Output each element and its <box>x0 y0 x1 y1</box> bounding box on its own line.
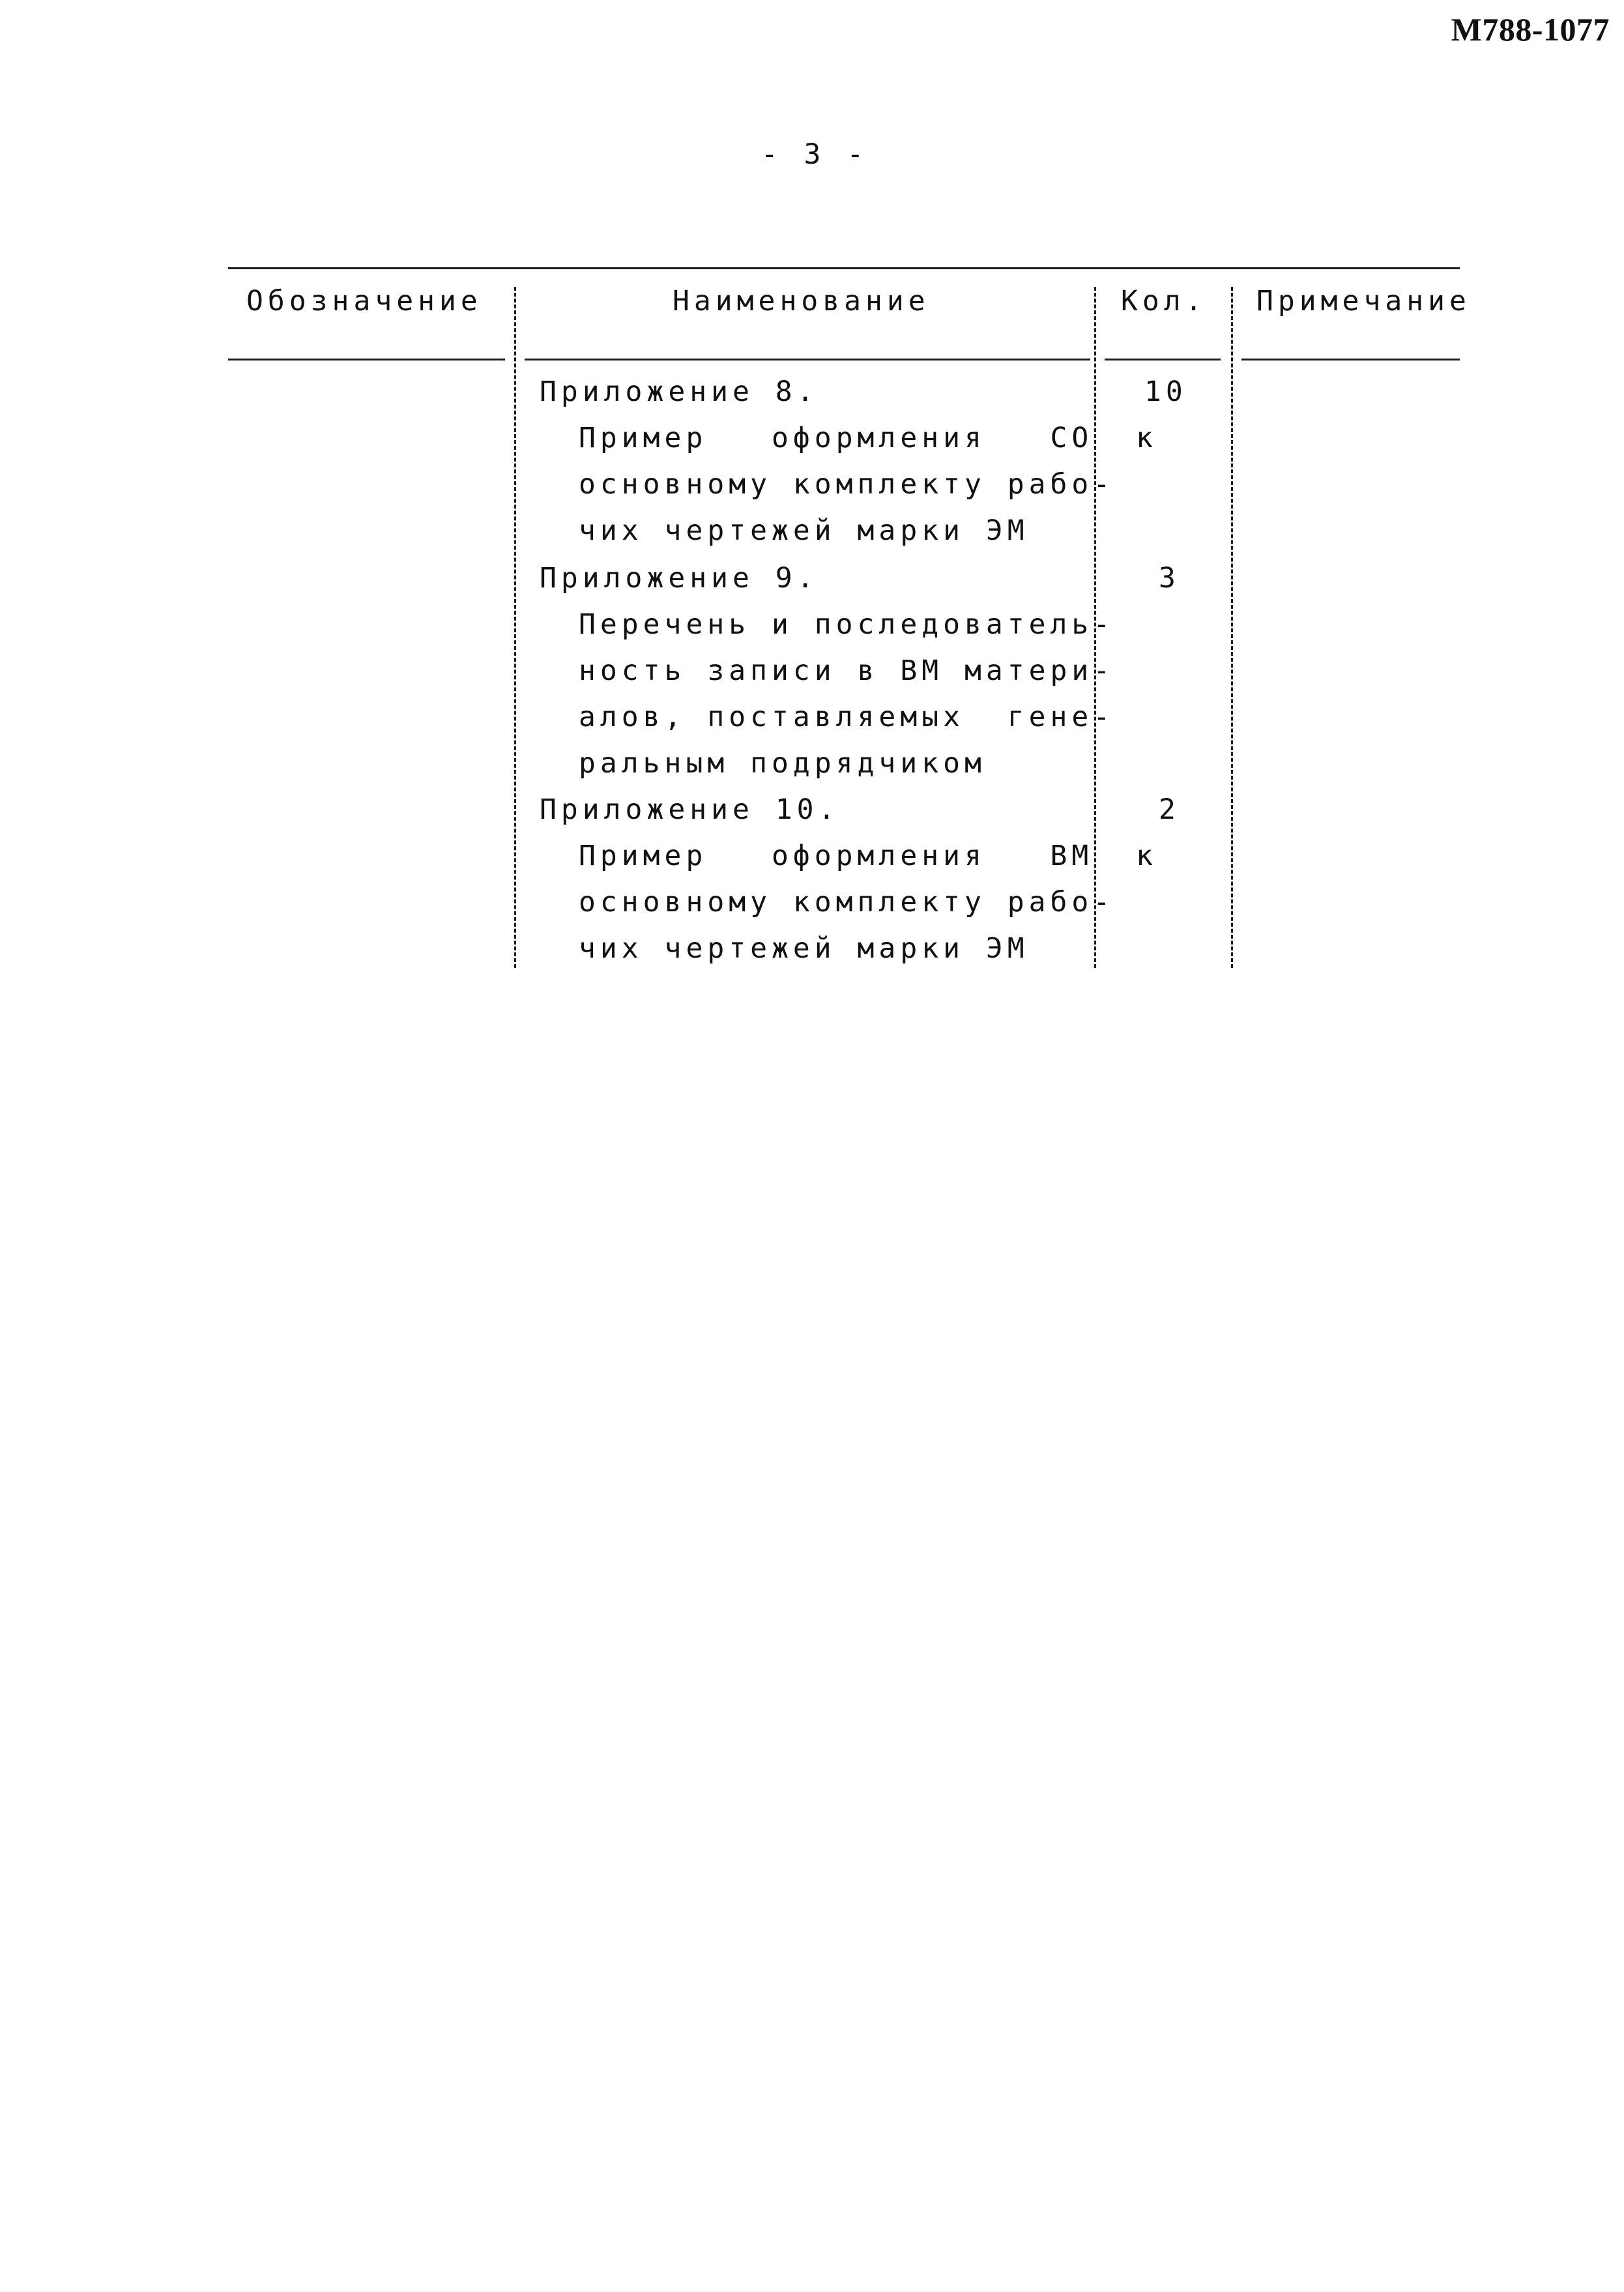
appendix-10-line: основному комплекту рабо- <box>579 886 1115 918</box>
column-separator-1 <box>514 287 516 968</box>
appendix-9-line: Перечень и последователь- <box>579 608 1115 641</box>
appendix-9-title: Приложение 9. <box>540 562 819 595</box>
appendix-10-title: Приложение 10. <box>540 793 840 826</box>
header-name: Наименование <box>673 285 930 317</box>
header-note: Примечание <box>1256 285 1471 317</box>
appendix-8-line: чих чертежей марки ЭМ <box>579 514 1029 547</box>
appendix-8-line: Пример оформления СО к <box>579 422 1157 454</box>
header-rule-name <box>525 359 1090 360</box>
appendix-9-quantity: 3 <box>1159 562 1180 595</box>
column-separator-3 <box>1231 287 1233 968</box>
appendix-8-line: основному комплекту рабо- <box>579 468 1115 501</box>
header-rule-quantity <box>1105 359 1221 360</box>
appendix-8-quantity: 10 <box>1144 375 1187 408</box>
page-number: - 3 - <box>761 138 869 171</box>
appendix-10-line: Пример оформления ВМ к <box>579 840 1157 872</box>
appendix-9-line: ность записи в ВМ матери- <box>579 654 1115 687</box>
appendix-8-title: Приложение 8. <box>540 375 819 408</box>
appendix-9-line: ральным подрядчиком <box>579 747 986 780</box>
table-top-rule <box>228 267 1460 269</box>
appendix-9-line: алов, поставляемых гене- <box>579 701 1115 733</box>
document-code: М788-1077 <box>1451 11 1610 48</box>
appendix-10-quantity: 2 <box>1159 793 1180 826</box>
appendix-10-line: чих чертежей марки ЭМ <box>579 932 1029 965</box>
header-quantity: Кол. <box>1121 285 1207 317</box>
header-rule-note <box>1241 359 1460 360</box>
header-designation: Обозначение <box>246 285 482 317</box>
header-rule-designation <box>228 359 505 360</box>
